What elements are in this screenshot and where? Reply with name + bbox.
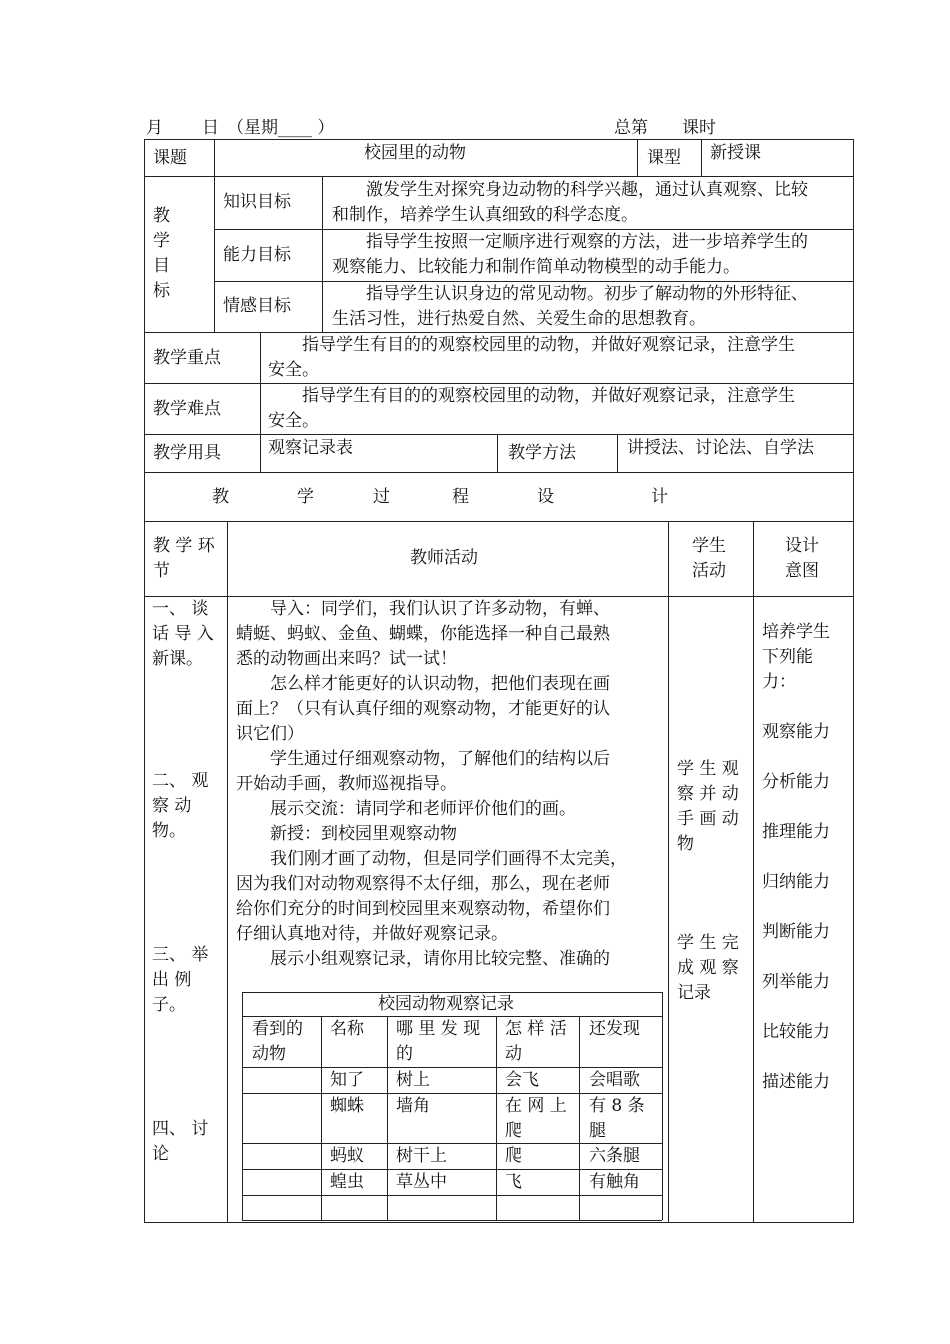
record-cell: 知了 [330, 1070, 364, 1090]
stage-3: 三、 举 出 例 子。 [152, 945, 209, 1015]
header-weekday: （星期____ ） [227, 118, 335, 138]
stage-2: 二、 观 察 动 物。 [152, 771, 209, 841]
record-table-title: 校园动物观察记录 [378, 994, 514, 1014]
teacher-header: 教师活动 [410, 548, 478, 568]
record-header: 怎 样 活 动 [505, 1019, 567, 1064]
record-cell: 会飞 [505, 1070, 539, 1090]
ability-goal-label: 能力目标 [223, 245, 291, 265]
teacher-activity: 导入：同学们，我们认识了许多动物，有蝉、 蜻蜓、蚂蚁、金鱼、蝴蝶，你能选择一种自己最熟 悉的动物画出来吗？试一试！ 怎么样才能更好的认识动物，把他们表现在画 面上？（只有认真仔细的观察动物，才能更好的认 识它们） 学生通过仔细观察动物，了解他们的结构以后 开始动手画，教师巡视指导。 展示交流：请同学和老师评价他们的画。 新授：到校园里观察动物 我们刚才画了动物，但是同学们画得不太完美， 因为我们对动物观察得不太仔细，那么，现在老师 给你们充分的时间到校园里来观察动物，希望你们 仔细认真地对待，并做好观察记录。 展示小组观察记录，请你用比较完整、准确的 [236, 599, 627, 969]
knowledge-goal: 激发学生对探究身边动物的科学兴趣，通过认真观察、比较 和制作，培养学生认真细致的科学态度。 [332, 180, 808, 225]
record-cell: 飞 [505, 1172, 522, 1192]
record-cell: 在 网 上 爬 [505, 1096, 567, 1141]
lesson-type-label: 课型 [647, 148, 681, 168]
record-cell: 墙角 [396, 1096, 430, 1116]
difficulty: 指导学生有目的的观察校园里的动物，并做好观察记录，注意学生 安全。 [268, 386, 795, 431]
stage-header: 教 学 环 节 [153, 536, 215, 581]
record-cell: 蜘蛛 [330, 1096, 364, 1116]
stage-1: 一、 谈 话 导 入 新课。 [152, 599, 214, 669]
tools-label: 教学用具 [153, 443, 221, 463]
tools-value: 观察记录表 [268, 438, 353, 458]
header-period: 课时 [682, 118, 716, 138]
lesson-title: 校园里的动物 [364, 143, 466, 163]
record-cell: 六条腿 [589, 1146, 640, 1166]
goals-label: 教 学 目 标 [153, 206, 170, 301]
header-month: 月 [146, 118, 163, 138]
record-cell: 草丛中 [396, 1172, 447, 1192]
ability-goal: 指导学生按照一定顺序进行观察的方法，进一步培养学生的 观察能力、比较能力和制作简单动物模型的动手能力。 [332, 232, 808, 277]
design-intent-list: 培养学生 下列能 力： 观察能力 分析能力 推理能力 归纳能力 判断能力 列举能力 比较能力 描述能力 [762, 622, 830, 1092]
method-label: 教学方法 [508, 443, 576, 463]
record-cell: 有触角 [589, 1172, 640, 1192]
key-point-label: 教学重点 [153, 348, 221, 368]
record-cell: 蚂蚁 [330, 1146, 364, 1166]
intent-header: 设计 意图 [785, 536, 819, 581]
record-cell: 蝗虫 [330, 1172, 364, 1192]
record-header: 还发现 [589, 1019, 640, 1039]
record-cell: 树干上 [396, 1146, 447, 1166]
record-header: 名称 [330, 1019, 364, 1039]
header-day: 日 [202, 118, 219, 138]
record-cell: 会唱歌 [589, 1070, 640, 1090]
record-cell: 树上 [396, 1070, 430, 1090]
key-point: 指导学生有目的的观察校园里的动物，并做好观察记录，注意学生 安全。 [268, 335, 795, 380]
student-activity-1: 学 生 观 察 并 动 手 画 动 物 [677, 759, 739, 854]
lesson-type: 新授课 [710, 143, 761, 163]
emotion-goal-label: 情感目标 [223, 296, 291, 316]
lesson-title-label: 课题 [153, 148, 187, 168]
record-cell: 有 8 条 腿 [589, 1096, 645, 1141]
emotion-goal: 指导学生认识身边的常见动物。初步了解动物的外形特征、 生活习性，进行热爱自然、关爱生命的思想教育。 [332, 284, 808, 329]
header-total: 总第 [614, 118, 648, 138]
record-header: 哪 里 发 现 的 [396, 1019, 481, 1064]
student-header: 学生 活动 [692, 536, 726, 581]
stage-4: 四、 讨 论 [152, 1119, 209, 1164]
method-value: 讲授法、讨论法、自学法 [627, 438, 814, 458]
record-header: 看到的 动物 [252, 1019, 303, 1064]
difficulty-label: 教学难点 [153, 399, 221, 419]
student-activity-2: 学 生 完 成 观 察 记录 [677, 933, 739, 1003]
record-cell: 爬 [505, 1146, 522, 1166]
knowledge-goal-label: 知识目标 [223, 192, 291, 212]
